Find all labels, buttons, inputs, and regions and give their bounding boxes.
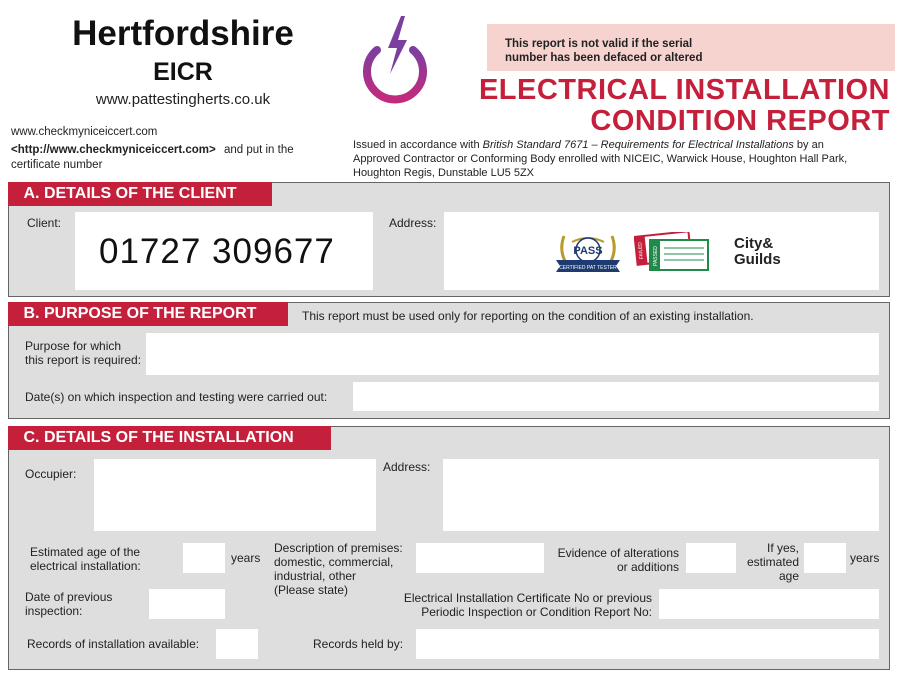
client-address-field[interactable] <box>444 212 879 290</box>
passed-label-text: PASSED <box>653 246 659 266</box>
ifyes-line1: If yes, <box>766 541 799 555</box>
notice-line1: This report is not valid if the serial <box>505 38 693 50</box>
age-label-line2: electrical installation: <box>30 559 141 573</box>
section-c-title: C. DETAILS OF THE INSTALLATION <box>8 426 331 450</box>
client-field[interactable] <box>75 212 373 290</box>
purpose-label <box>25 339 141 367</box>
client-label: Client: <box>27 216 62 230</box>
client-address-label: Address: <box>389 216 437 230</box>
evidence-field[interactable] <box>686 543 736 573</box>
records-available-label: Records of installation available: <box>27 637 200 651</box>
evidence-line1: Evidence of alterations <box>557 546 679 560</box>
prev-inspection-label <box>25 590 112 618</box>
cert-no-line1: Electrical Installation Certificate No or previous <box>403 591 652 605</box>
age-label-line1: Estimated age of the <box>30 545 141 559</box>
cert-no-field[interactable] <box>659 589 879 619</box>
city-guilds-logo <box>734 236 781 268</box>
dates-label: Date(s) on which inspection and testing were carried out: <box>25 390 328 404</box>
ifyes-line3: age <box>778 569 799 583</box>
issued-line2: Approved Contractor or Conforming Body enrolled with NICEIC, Warwick House, Houghton Hall Park, <box>353 153 848 165</box>
section-b-title: B. PURPOSE OF THE REPORT <box>8 302 288 326</box>
section-purpose <box>8 302 890 419</box>
pass-badge-text: PASS <box>573 245 603 257</box>
occupier-field[interactable] <box>94 459 376 531</box>
city-guilds-line2: Guilds <box>734 251 781 268</box>
years-label: years <box>231 551 261 565</box>
notice-line2: number has been defaced or altered <box>505 52 703 64</box>
records-held-label: Records held by: <box>313 637 404 651</box>
section-installation <box>8 426 890 670</box>
description-line1: Description of premises: <box>274 541 403 555</box>
client-value: 01727 309677 <box>99 232 335 271</box>
power-logo-icon <box>355 14 435 108</box>
prev-inspection-line1: Date of previous <box>25 590 113 604</box>
issued-statement <box>353 138 883 180</box>
ifyes-line2: estimated <box>746 555 799 569</box>
cert-no-label <box>389 591 652 619</box>
failed-label-text: FAILED <box>637 241 645 260</box>
dates-field[interactable] <box>353 382 879 411</box>
section-a-title: A. DETAILS OF THE CLIENT <box>8 182 272 206</box>
pat-labels-icon <box>634 232 714 272</box>
installation-address-label: Address: <box>383 460 431 474</box>
occupier-label: Occupier: <box>25 467 77 481</box>
issued-suffix: by an <box>793 139 824 151</box>
prev-inspection-line2: inspection: <box>25 604 83 618</box>
check-instruction-rest: and put in the <box>223 144 294 156</box>
report-title-line2: CONDITION REPORT <box>590 105 890 137</box>
records-held-field[interactable] <box>416 629 879 659</box>
evidence-line2: or additions <box>616 560 679 574</box>
purpose-note: This report must be used only for reporting on the condition of an existing installation. <box>302 309 754 323</box>
check-instruction <box>11 143 294 157</box>
pass-badge-icon <box>552 228 624 278</box>
issued-line3: Houghton Regis, Dunstable LU5 5ZX <box>353 167 534 179</box>
purpose-label-line1: Purpose for which <box>25 339 122 353</box>
estimated-age-field[interactable] <box>804 543 846 573</box>
purpose-label-line2: this report is required: <box>25 353 142 367</box>
description-line2: domestic, commercial, <box>274 555 394 569</box>
age-label <box>30 545 141 573</box>
check-instruction-line2: certificate number <box>11 159 103 171</box>
issued-prefix: Issued in accordance with <box>353 139 483 151</box>
description-line3: industrial, other <box>274 569 357 583</box>
check-url[interactable]: www.checkmyniceiccert.com <box>11 126 158 138</box>
ifyes-label <box>739 541 799 583</box>
issued-standard: British Standard 7671 – Requirements for Electrical Installations <box>482 139 794 151</box>
check-instruction-link[interactable]: <http://www.checkmyniceiccert.com> <box>11 144 216 156</box>
brand-subtitle: EICR <box>153 58 213 86</box>
installation-address-field[interactable] <box>443 459 879 531</box>
purpose-field[interactable] <box>146 333 879 375</box>
description-line4: (Please state) <box>274 583 349 597</box>
description-label <box>274 541 403 597</box>
brand-title: Hertfordshire <box>72 14 294 53</box>
city-guilds-line1: City& <box>734 235 774 252</box>
age-field[interactable] <box>183 543 225 573</box>
description-field[interactable] <box>416 543 544 573</box>
section-client <box>8 182 890 297</box>
years-label-2: years <box>850 551 880 565</box>
pass-badge-ribbon-text: CERTIFIED PAT TESTER <box>559 265 617 271</box>
evidence-label <box>549 546 679 574</box>
validity-notice <box>487 24 895 71</box>
records-available-field[interactable] <box>216 629 258 659</box>
brand-url[interactable]: www.pattestingherts.co.uk <box>95 91 271 108</box>
cert-no-line2: Periodic Inspection or Condition Report No: <box>421 605 652 619</box>
prev-inspection-field[interactable] <box>149 589 225 619</box>
report-title-line1: ELECTRICAL INSTALLATION <box>478 74 890 106</box>
